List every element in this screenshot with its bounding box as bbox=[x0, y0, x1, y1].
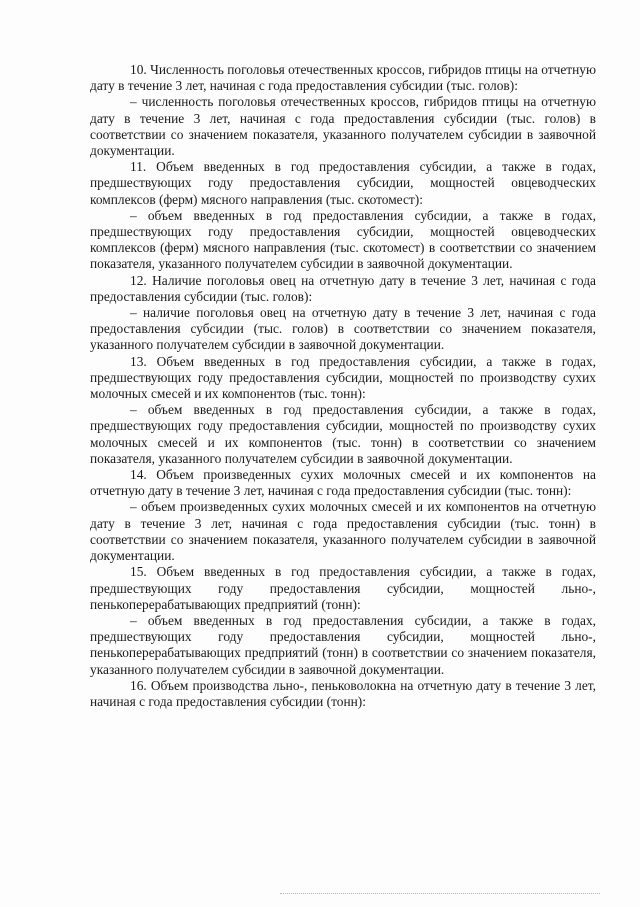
paragraph-item-15-detail: – объем введенных в год предоставления субсидии, а также в годах, предшествующих году предоставления субсидии, мощностей льно-, пенькоперерабатывающих предприятий (тонн) в соответствии со значением показателя, указанного получателем субсидии в заявочной документации. bbox=[90, 612, 596, 677]
paragraph-item-12-detail: – наличие поголовья овец на отчетную дату в течение 3 лет, начиная с года предоставления субсидии (тыс. голов) в соответствии со значением показателя, указанного получателем субсидии в заявочной документации. bbox=[90, 305, 596, 353]
paragraph-item-15: 15. Объем введенных в год предоставления субсидии, а также в годах, предшествующих году предоставления субсидии, мощностей льно-, пенькоперерабатывающих предприятий (тонн): bbox=[90, 564, 596, 612]
paragraph-item-14-detail: – объем произведенных сухих молочных смесей и их компонентов на отчетную дату в течение 3 лет, начиная с года предоставления субсидии (тыс. тонн) в соответствии со значением показателя, указанного получателем субсидии в заявочной документации. bbox=[90, 499, 596, 564]
paragraph-item-10: 10. Численность поголовья отечественных кроссов, гибридов птицы на отчетную дату в течение 3 лет, начиная с года предоставления субсидии (тыс. голов): bbox=[90, 62, 596, 94]
paragraph-item-14: 14. Объем произведенных сухих молочных смесей и их компонентов на отчетную дату в течение 3 лет, начиная с года предоставления субсидии (тыс. тонн): bbox=[90, 467, 596, 499]
document-body bbox=[90, 62, 596, 710]
paragraph-item-13: 13. Объем введенных в год предоставления субсидии, а также в годах, предшествующих году предоставления субсидии, мощностей по производству сухих молочных смесей и их компонентов (тыс. тонн): bbox=[90, 353, 596, 402]
paragraph-item-12: 12. Наличие поголовья овец на отчетную дату в течение 3 лет, начиная с года предоставления субсидии (тыс. голов): bbox=[90, 272, 596, 304]
scan-edge-rule bbox=[280, 893, 600, 894]
paragraph-item-10-detail: – численность поголовья отечественных кроссов, гибридов птицы на отчетную дату в течение 3 лет, начиная с года предоставления субсидии (тыс. голов) в соответствии со значением показателя, указанного получателем субсидии в заявочной документации. bbox=[90, 94, 596, 159]
paragraph-item-16: 16. Объем производства льно-, пеньковолокна на отчетную дату в течение 3 лет, начиная с года предоставления субсидии (тонн): bbox=[90, 677, 596, 709]
paragraph-item-13-detail: – объем введенных в год предоставления субсидии, а также в годах, предшествующих году предоставления субсидии, мощностей по производству сухих молочных смесей и их компонентов (тыс. тонн) в соответствии со значением показателя, указанного получателем субсидии в заявочной документации. bbox=[90, 402, 596, 466]
paragraph-item-11-detail: – объем введенных в год предоставления субсидии, а также в годах, предшествующих году предоставления субсидии, мощностей овцеводческих комплексов (ферм) мясного направления (тыс. скотомест) в соответствии со значением показателя, указанного получателем субсидии в заявочной документации. bbox=[90, 207, 596, 272]
paragraph-item-11: 11. Объем введенных в год предоставления субсидии, а также в годах, предшествующих году предоставления субсидии, мощностей овцеводческих комплексов (ферм) мясного направления (тыс. скотомест): bbox=[90, 159, 596, 207]
